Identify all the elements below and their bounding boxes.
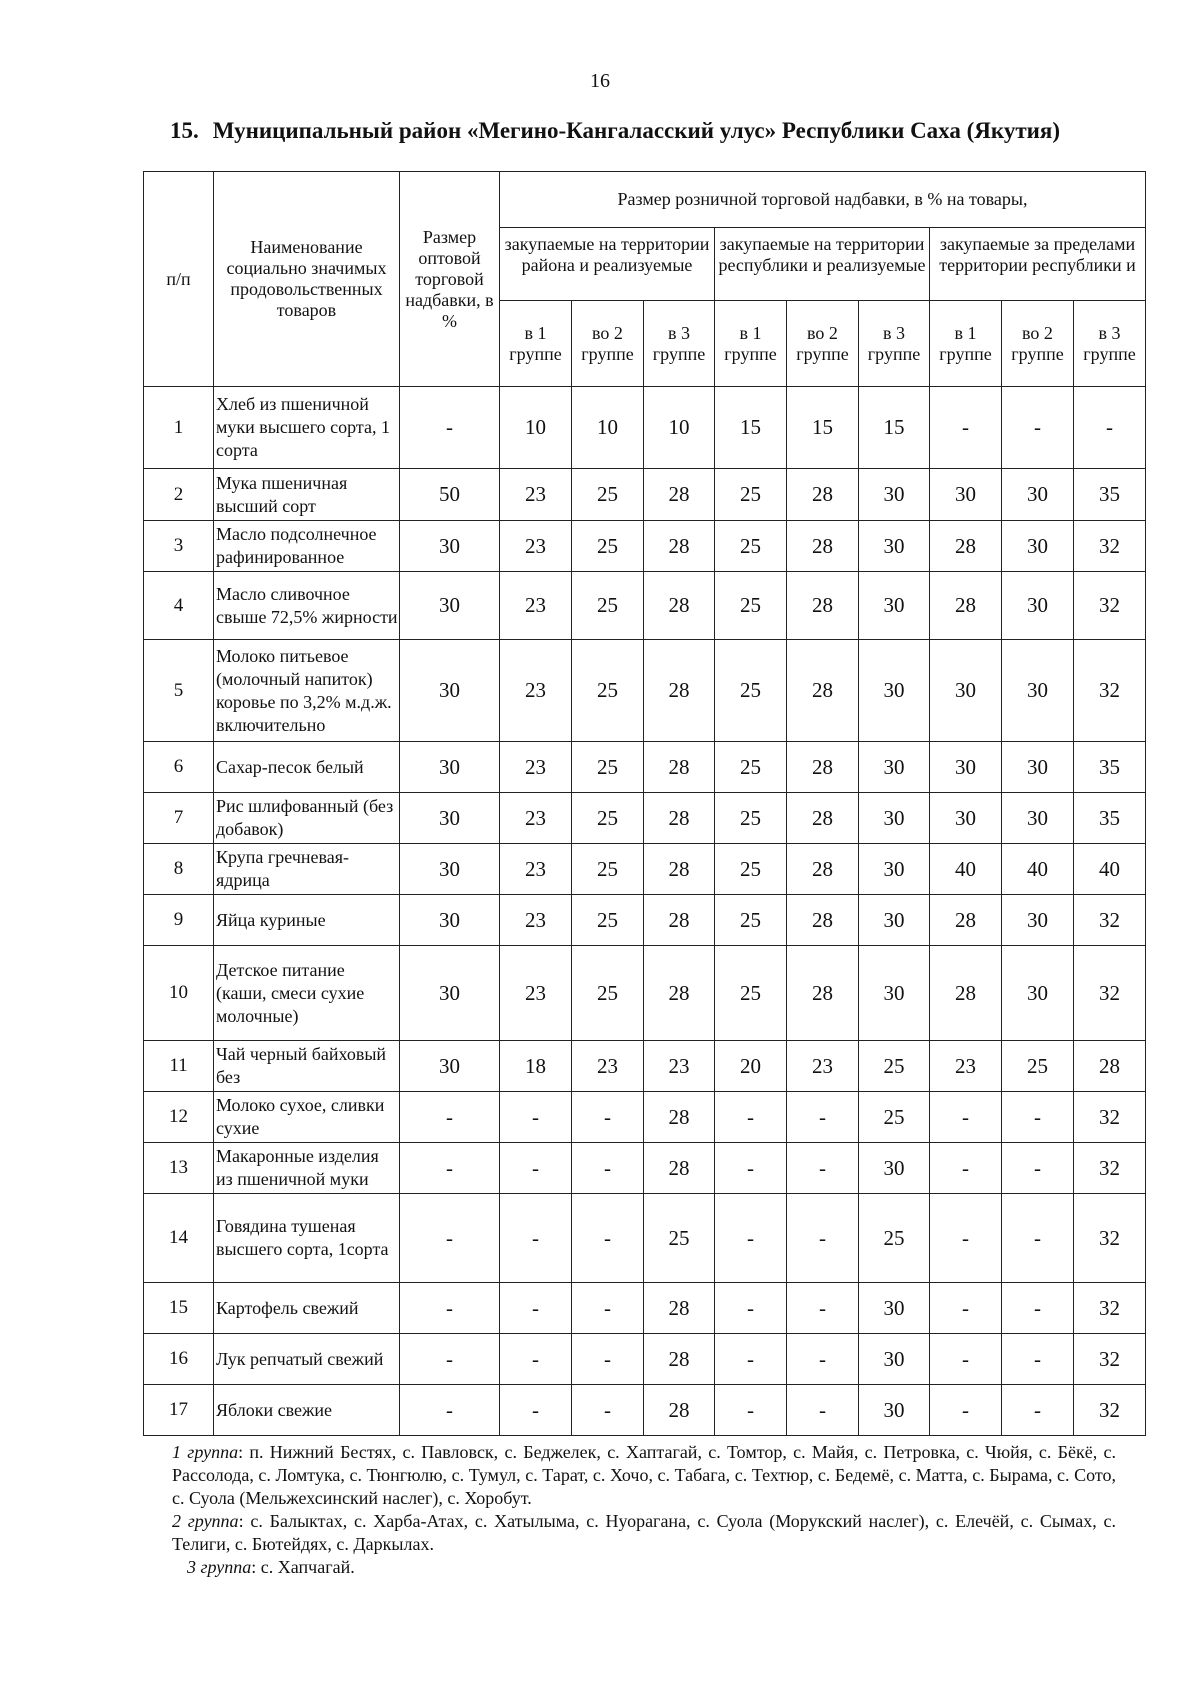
retail-value: 25: [572, 895, 644, 946]
table-row: [144, 1143, 1146, 1194]
retail-value: 28: [644, 895, 715, 946]
retail-value: 28: [787, 844, 859, 895]
table-row: [144, 844, 1146, 895]
retail-value: 35: [1074, 469, 1146, 521]
wholesale-value: 30: [400, 946, 500, 1041]
retail-value: -: [715, 1092, 787, 1143]
retail-value: 28: [644, 469, 715, 521]
product-name: Говядина тушеная высшего сорта, 1сорта: [214, 1194, 400, 1283]
retail-value: 28: [787, 572, 859, 640]
note-label: 3 группа: [187, 1557, 252, 1577]
subheader-cell: в 1 группе: [715, 301, 787, 387]
retail-value: 40: [1002, 844, 1074, 895]
retail-value: -: [715, 1143, 787, 1194]
header-group-outside: закупаемые за пределами территории республики и: [930, 228, 1146, 301]
retail-value: 25: [572, 521, 644, 572]
title-number: 15.: [170, 118, 199, 143]
row-number: 8: [144, 844, 214, 895]
product-name: Молоко сухое, сливки сухие: [214, 1092, 400, 1143]
table-row: [144, 1334, 1146, 1385]
retail-value: 30: [859, 572, 930, 640]
retail-value: -: [787, 1092, 859, 1143]
retail-value: 25: [572, 572, 644, 640]
product-name: Яйца куриные: [214, 895, 400, 946]
wholesale-value: 50: [400, 469, 500, 521]
retail-value: 28: [787, 793, 859, 844]
row-number: 12: [144, 1092, 214, 1143]
retail-value: 32: [1074, 1283, 1146, 1334]
retail-value: 25: [1002, 1041, 1074, 1092]
retail-value: 30: [1002, 572, 1074, 640]
header-pn: п/п: [144, 172, 214, 387]
retail-value: 28: [644, 1334, 715, 1385]
retail-value: 30: [859, 844, 930, 895]
retail-value: 25: [715, 640, 787, 742]
retail-value: 28: [644, 793, 715, 844]
retail-value: 30: [859, 469, 930, 521]
retail-value: 23: [572, 1041, 644, 1092]
retail-value: 28: [644, 742, 715, 793]
retail-value: 30: [859, 742, 930, 793]
retail-value: 28: [787, 640, 859, 742]
table-row: [144, 1385, 1146, 1436]
product-name: Детское питание (каши, смеси сухие молочные): [214, 946, 400, 1041]
retail-value: 35: [1074, 742, 1146, 793]
retail-value: 25: [859, 1041, 930, 1092]
product-name: Яблоки свежие: [214, 1385, 400, 1436]
retail-value: 32: [1074, 572, 1146, 640]
retail-value: -: [1074, 387, 1146, 469]
row-number: 9: [144, 895, 214, 946]
retail-value: 25: [859, 1194, 930, 1283]
table-row: [144, 572, 1146, 640]
retail-value: -: [500, 1092, 572, 1143]
wholesale-value: -: [400, 1334, 500, 1385]
row-number: 5: [144, 640, 214, 742]
subheader-cell: в 3 группе: [1074, 301, 1146, 387]
table-row: [144, 946, 1146, 1041]
retail-value: -: [1002, 1334, 1074, 1385]
row-number: 17: [144, 1385, 214, 1436]
retail-value: -: [787, 1334, 859, 1385]
wholesale-value: 30: [400, 521, 500, 572]
retail-value: 25: [572, 640, 644, 742]
document-title: [170, 118, 1130, 144]
retail-value: -: [930, 1334, 1002, 1385]
retail-value: -: [715, 1194, 787, 1283]
retail-value: 28: [787, 521, 859, 572]
table-row: [144, 469, 1146, 521]
retail-value: 25: [715, 742, 787, 793]
retail-value: 28: [644, 946, 715, 1041]
retail-value: 18: [500, 1041, 572, 1092]
retail-value: 23: [500, 521, 572, 572]
product-name: Мука пшеничная высший сорт: [214, 469, 400, 521]
table-row: [144, 1092, 1146, 1143]
retail-value: 28: [644, 572, 715, 640]
retail-value: 40: [1074, 844, 1146, 895]
subheader-cell: в 3 группе: [859, 301, 930, 387]
retail-value: 32: [1074, 521, 1146, 572]
wholesale-value: 30: [400, 844, 500, 895]
retail-value: 32: [1074, 1334, 1146, 1385]
retail-value: 25: [715, 572, 787, 640]
row-number: 7: [144, 793, 214, 844]
subheader-cell: в 1 группе: [930, 301, 1002, 387]
retail-value: -: [572, 1143, 644, 1194]
subheader-cell: во 2 группе: [572, 301, 644, 387]
product-name: Крупа гречневая-ядрица: [214, 844, 400, 895]
retail-value: 32: [1074, 1194, 1146, 1283]
retail-value: 23: [930, 1041, 1002, 1092]
header-name: Наименование социально значимых продовольственных товаров: [214, 172, 400, 387]
row-number: 4: [144, 572, 214, 640]
note-text: : п. Нижний Бестях, с. Павловск, с. Беджелек, с. Хаптагай, с. Томтор, с. Майя, с. Петровка, с. Чюйя, с. Бёкё, с. Рассолода, с. Ломтука, с. Тюнгюлю, с. Тумул, с. Тарат, с. Хочо, с. Табага, с. Техтюр, с. Бедемё, с. Матта, с. Бырама, с. Сото, с. Суола (Мельжехсинский наслег), с. Хоробут.: [172, 1442, 1116, 1508]
table-row: [144, 793, 1146, 844]
note-label: 2 группа: [172, 1511, 239, 1531]
retail-value: 25: [715, 469, 787, 521]
retail-value: 25: [715, 793, 787, 844]
table-row: [144, 895, 1146, 946]
retail-value: -: [500, 1194, 572, 1283]
note-group-2: [172, 1510, 1116, 1556]
retail-value: -: [1002, 1283, 1074, 1334]
retail-value: 30: [859, 1143, 930, 1194]
row-number: 2: [144, 469, 214, 521]
retail-value: -: [787, 1385, 859, 1436]
retail-value: 15: [859, 387, 930, 469]
header-group-republic: закупаемые на территории республики и реализуемые: [715, 228, 930, 301]
retail-value: 23: [500, 895, 572, 946]
row-number: 16: [144, 1334, 214, 1385]
retail-value: 25: [715, 521, 787, 572]
retail-value: 28: [644, 1283, 715, 1334]
retail-value: 30: [930, 640, 1002, 742]
note-text: : с. Хапчагай.: [251, 1557, 355, 1577]
retail-value: 25: [715, 895, 787, 946]
retail-value: 25: [572, 469, 644, 521]
retail-value: -: [500, 1283, 572, 1334]
wholesale-value: 30: [400, 742, 500, 793]
retail-value: 25: [572, 946, 644, 1041]
retail-value: 23: [644, 1041, 715, 1092]
table-row: [144, 387, 1146, 469]
retail-value: -: [500, 1334, 572, 1385]
retail-value: 30: [1002, 742, 1074, 793]
retail-value: 30: [1002, 895, 1074, 946]
retail-value: -: [572, 1283, 644, 1334]
retail-value: 28: [1074, 1041, 1146, 1092]
retail-value: 30: [859, 1385, 930, 1436]
page-number: 16: [590, 70, 610, 92]
retail-value: -: [572, 1194, 644, 1283]
retail-value: 15: [715, 387, 787, 469]
retail-value: 23: [787, 1041, 859, 1092]
retail-value: 30: [930, 742, 1002, 793]
subheader-cell: во 2 группе: [1002, 301, 1074, 387]
product-name: Макаронные изделия из пшеничной муки: [214, 1143, 400, 1194]
table-row: [144, 1041, 1146, 1092]
retail-value: -: [930, 387, 1002, 469]
retail-value: 32: [1074, 946, 1146, 1041]
product-name: Картофель свежий: [214, 1283, 400, 1334]
retail-value: 28: [930, 521, 1002, 572]
retail-value: 35: [1074, 793, 1146, 844]
table-row: [144, 1283, 1146, 1334]
product-name: Лук репчатый свежий: [214, 1334, 400, 1385]
subheader-cell: в 1 группе: [500, 301, 572, 387]
retail-value: 30: [930, 469, 1002, 521]
retail-value: 25: [572, 844, 644, 895]
table-row: [144, 1194, 1146, 1283]
retail-value: 10: [500, 387, 572, 469]
retail-value: -: [1002, 1143, 1074, 1194]
title-text: Муниципальный район «Мегино-Кангаласский улус» Республики Саха (Якутия): [212, 118, 1060, 143]
retail-value: 25: [715, 946, 787, 1041]
retail-value: 25: [859, 1092, 930, 1143]
retail-value: 23: [500, 793, 572, 844]
retail-value: 30: [1002, 521, 1074, 572]
wholesale-value: -: [400, 1143, 500, 1194]
retail-value: -: [572, 1334, 644, 1385]
wholesale-value: 30: [400, 572, 500, 640]
retail-value: 30: [1002, 793, 1074, 844]
retail-value: -: [715, 1385, 787, 1436]
retail-value: -: [930, 1092, 1002, 1143]
retail-value: 30: [859, 793, 930, 844]
retail-value: 32: [1074, 1092, 1146, 1143]
retail-value: 10: [572, 387, 644, 469]
row-number: 10: [144, 946, 214, 1041]
product-name: Масло сливочное свыше 72,5% жирности: [214, 572, 400, 640]
product-name: Хлеб из пшеничной муки высшего сорта, 1 сорта: [214, 387, 400, 469]
retail-value: 28: [787, 742, 859, 793]
retail-value: 28: [644, 1143, 715, 1194]
retail-value: 28: [787, 946, 859, 1041]
subheader-cell: в 3 группе: [644, 301, 715, 387]
retail-value: 28: [644, 640, 715, 742]
wholesale-value: -: [400, 1194, 500, 1283]
note-text: : с. Балыктах, с. Харба-Атах, с. Хатылыма, с. Нуорагана, с. Суола (Морукский наслег), с. Елечёй, с. Сымах, с. Телиги, с. Бютейдях, с. Даркылах.: [172, 1511, 1116, 1554]
retail-value: 30: [859, 946, 930, 1041]
retail-value: 30: [859, 1334, 930, 1385]
retail-value: -: [930, 1194, 1002, 1283]
retail-value: 30: [1002, 469, 1074, 521]
row-number: 15: [144, 1283, 214, 1334]
retail-value: 23: [500, 946, 572, 1041]
retail-value: 20: [715, 1041, 787, 1092]
retail-value: 23: [500, 469, 572, 521]
product-name: Молоко питьевое (молочный напиток) коровье по 3,2% м.д.ж. включительно: [214, 640, 400, 742]
retail-value: -: [930, 1385, 1002, 1436]
row-number: 3: [144, 521, 214, 572]
wholesale-value: -: [400, 1092, 500, 1143]
header-group-district: закупаемые на территории района и реализуемые: [500, 228, 715, 301]
note-group-3: [172, 1556, 1116, 1579]
retail-value: -: [500, 1143, 572, 1194]
retail-value: 32: [1074, 1385, 1146, 1436]
product-name: Сахар-песок белый: [214, 742, 400, 793]
retail-value: 30: [859, 1283, 930, 1334]
retail-value: -: [1002, 1092, 1074, 1143]
retail-value: 32: [1074, 1143, 1146, 1194]
retail-value: 23: [500, 844, 572, 895]
wholesale-value: 30: [400, 895, 500, 946]
wholesale-value: -: [400, 1283, 500, 1334]
product-name: Чай черный байховый без: [214, 1041, 400, 1092]
retail-value: 32: [1074, 895, 1146, 946]
retail-value: 28: [644, 1092, 715, 1143]
retail-value: -: [1002, 1385, 1074, 1436]
retail-value: 30: [1002, 946, 1074, 1041]
retail-value: 23: [500, 572, 572, 640]
row-number: 1: [144, 387, 214, 469]
retail-value: -: [787, 1143, 859, 1194]
retail-value: -: [1002, 1194, 1074, 1283]
retail-value: -: [930, 1283, 1002, 1334]
note-group-1: [172, 1441, 1116, 1510]
table-row: [144, 640, 1146, 742]
retail-value: 25: [572, 742, 644, 793]
header-wholesale: Размер оптовой торговой надбавки, в %: [400, 172, 500, 387]
retail-value: 28: [930, 946, 1002, 1041]
group-notes: [172, 1441, 1116, 1579]
retail-value: -: [930, 1143, 1002, 1194]
retail-value: 32: [1074, 640, 1146, 742]
row-number: 13: [144, 1143, 214, 1194]
retail-value: -: [787, 1283, 859, 1334]
retail-value: 30: [1002, 640, 1074, 742]
retail-value: 28: [930, 572, 1002, 640]
retail-value: 25: [644, 1194, 715, 1283]
product-name: Рис шлифованный (без добавок): [214, 793, 400, 844]
table-row: [144, 521, 1146, 572]
retail-value: 30: [859, 640, 930, 742]
retail-value: 40: [930, 844, 1002, 895]
wholesale-value: 30: [400, 793, 500, 844]
retail-value: -: [787, 1194, 859, 1283]
product-name: Масло подсолнечное рафинированное: [214, 521, 400, 572]
table-row: [144, 742, 1146, 793]
row-number: 6: [144, 742, 214, 793]
row-number: 11: [144, 1041, 214, 1092]
wholesale-value: -: [400, 1385, 500, 1436]
retail-value: 28: [644, 844, 715, 895]
retail-value: 23: [500, 640, 572, 742]
retail-value: -: [1002, 387, 1074, 469]
retail-value: 25: [572, 793, 644, 844]
row-number: 14: [144, 1194, 214, 1283]
retail-value: -: [572, 1092, 644, 1143]
header-retail: Размер розничной торговой надбавки, в % на товары,: [500, 172, 1146, 228]
retail-value: 28: [787, 895, 859, 946]
wholesale-value: -: [400, 387, 500, 469]
retail-value: 28: [644, 1385, 715, 1436]
wholesale-value: 30: [400, 1041, 500, 1092]
retail-value: 15: [787, 387, 859, 469]
retail-value: 28: [930, 895, 1002, 946]
wholesale-value: 30: [400, 640, 500, 742]
retail-value: 28: [644, 521, 715, 572]
retail-value: 23: [500, 742, 572, 793]
retail-value: 30: [859, 521, 930, 572]
retail-value: 30: [930, 793, 1002, 844]
retail-value: -: [715, 1334, 787, 1385]
markup-table: [143, 171, 1146, 1436]
retail-value: 30: [859, 895, 930, 946]
retail-value: -: [715, 1283, 787, 1334]
retail-value: 10: [644, 387, 715, 469]
retail-value: 25: [715, 844, 787, 895]
retail-value: -: [572, 1385, 644, 1436]
retail-value: 28: [787, 469, 859, 521]
note-label: 1 группа: [172, 1442, 239, 1462]
subheader-cell: во 2 группе: [787, 301, 859, 387]
retail-value: -: [500, 1385, 572, 1436]
